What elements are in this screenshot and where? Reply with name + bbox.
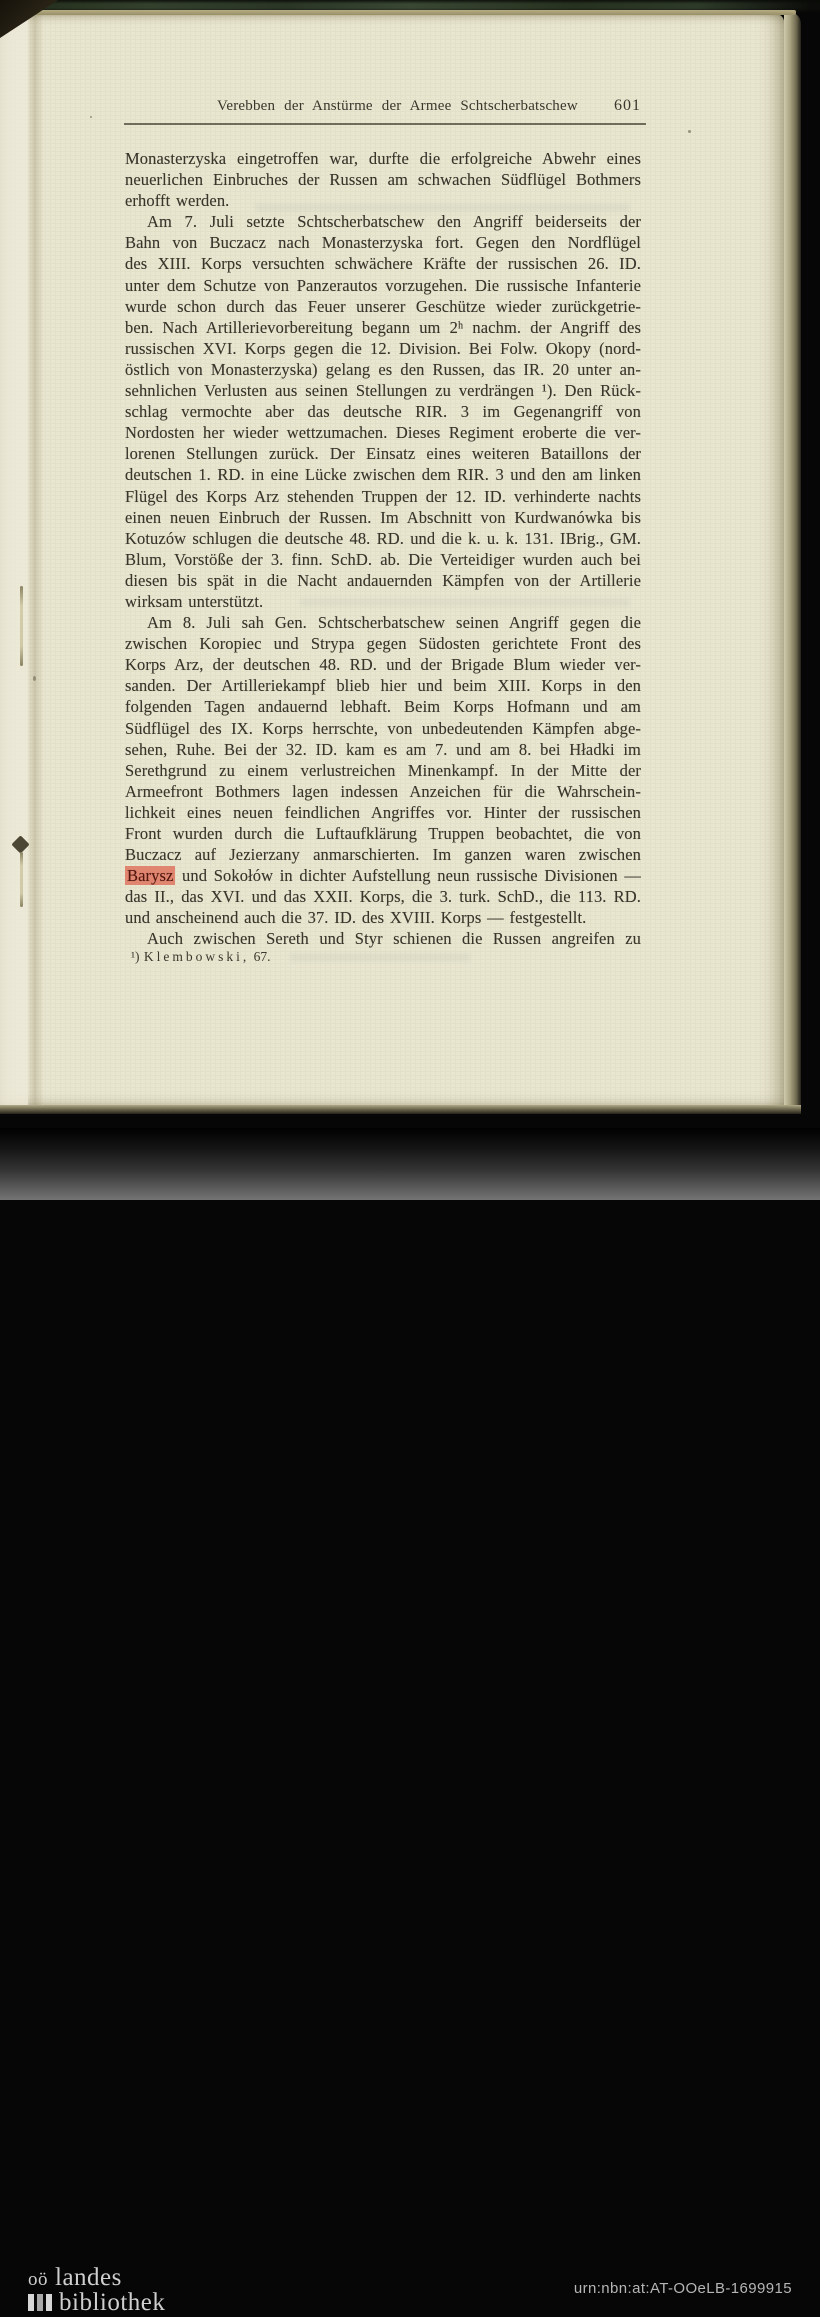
body-line: Auch zwischen Sereth und Styr schienen die Russen angreifen zu [147, 929, 641, 949]
logo-word-bibliothek: bibliothek [59, 2289, 166, 2316]
paper-speck [33, 676, 36, 681]
logo-prefix: oö [28, 2269, 48, 2290]
body-line: erhofft werden. [125, 191, 230, 211]
library-logo-bars-icon [28, 2294, 52, 2311]
body-line: Flügel des Korps Arz stehenden Truppen der 12. ID. verhinderte nachts [125, 486, 641, 506]
body-line: Bahn von Buczacz nach Monasterzyska fort. Gegen den Nordflügel [125, 233, 641, 253]
body-line: russischen XVI. Korps gegen die 12. Division. Bei Folw. Okopy (nord- [125, 338, 641, 358]
body-line: wirksam unterstützt. [125, 591, 264, 611]
body-line: Nordosten her wieder wettzumachen. Dieses Regiment eroberte die ver- [125, 423, 641, 443]
body-line: Buczacz auf Jezierzany anmarschierten. Im ganzen waren zwischen [125, 845, 641, 865]
bleedthrough-ghost [290, 953, 470, 962]
footnote-author: Klembowski, [143, 949, 250, 964]
page-gutter-strip [0, 14, 28, 1108]
running-head-title: Verebben der Anstürme der Armee Schtscherbatschew [216, 98, 578, 114]
binding-stitch [20, 852, 23, 907]
library-logo-line2 [28, 2289, 165, 2314]
body-line: wurde schon durch das Feuer unserer Geschütze wieder zurückgetrie- [125, 296, 641, 316]
body-line: sehnlichen Verlusten aus seinen Stellungen zu verdrängen ¹). Den Rück- [125, 381, 641, 401]
body-line: sehen, Ruhe. Bei der 32. ID. kam es am 7. und am 8. bei Hładki im [125, 739, 641, 759]
body-line: folgenden Tagen andauernd lebhaft. Beim Korps Hofmann und am [125, 697, 641, 717]
page-block-bottom-edge [0, 1105, 801, 1114]
footnote-marker: ¹) [131, 949, 144, 964]
urn-label: urn:nbn:at:AT-OOeLB-1699915 [573, 2280, 792, 2297]
body-text [125, 148, 641, 950]
library-logo-line1 [28, 2264, 165, 2289]
body-line: Front wurden durch die Luftaufklärung Truppen beobachtet, die von [125, 824, 641, 843]
body-line: Monasterzyska eingetroffen war, durfte die erfolgreiche Abwehr eines [125, 149, 641, 168]
body-line: Barysz und Sokołów in dichter Aufstellung neun russische Divisionen — [127, 866, 641, 886]
search-highlight: Barysz [127, 866, 174, 886]
body-line: lichkeit eines neuen feindlichen Angriffes vor. Hinter der russischen [125, 802, 641, 822]
footnote-rest: 67. [249, 949, 271, 964]
body-line: lorenen Stellungen zurück. Der Einsatz eines weiteren Bataillons der [125, 444, 641, 464]
binding-stitch [20, 586, 23, 666]
page-number: 601 [614, 97, 641, 114]
body-line: schlag vermochte aber das deutsche RIR. 3 im Gegenangriff von [125, 402, 641, 422]
body-line: Korps Arz, der deutschen 48. RD. und der Brigade Blum wieder ver- [125, 655, 641, 675]
library-logo [28, 2264, 165, 2314]
body-line: Südflügel des IX. Korps herrschte, von unbedeutenden Kämpfen abge- [125, 718, 641, 738]
body-line: diesen bis spät in die Nacht andauernden Kämpfen von der Artillerie [125, 570, 641, 590]
body-line: das II., das XVI. und das XXII. Korps, die 3. turk. SchD., die 113. RD. [125, 887, 641, 907]
watermark-bar [0, 1128, 820, 2316]
body-line: deutschen 1. RD. in eine Lücke zwischen dem RIR. 3 und den am linken [125, 465, 641, 485]
body-line: neuerlichen Einbruches der Russen am schwachen Südflügel Bothmers [125, 170, 641, 190]
paper-speck [688, 130, 691, 133]
footnote [131, 949, 271, 965]
paper-speck [90, 116, 92, 118]
body-line: Am 7. Juli setzte Schtscherbatschew den Angriff beiderseits der [147, 212, 641, 232]
head-rule [124, 123, 646, 125]
body-line: Armeefront Bothmers lagen indessen Anzeichen für die Wahrschein- [125, 781, 641, 801]
body-line: und anscheinend auch die 37. ID. des XVIII. Korps — festgestellt. [125, 908, 587, 928]
body-line: zwischen Koropiec und Strypa gegen Südosten gerichtete Front des [125, 634, 641, 654]
body-line: ben. Nach Artillerievorbereitung begann um 2ʰ nachm. der Angriff des [125, 317, 641, 337]
body-line: Blum, Vorstöße der 3. finn. SchD. ab. Die Verteidiger wurden auch bei [125, 549, 641, 569]
logo-word-landes: landes [55, 2264, 122, 2291]
running-head [125, 98, 641, 120]
body-line: unter dem Schutze von Panzerautos vorzugehen. Die russische Infanterie [125, 275, 641, 295]
body-line: Am 8. Juli sah Gen. Schtscherbatschew seinen Angriff gegen die [147, 613, 641, 633]
page-block-right-edge [784, 12, 801, 1110]
body-line: Serethgrund zu einem verlustreichen Minenkampf. In der Mitte der [125, 760, 641, 780]
body-line: östlich von Monasterzyska) gelang es den Russen, das IR. 20 unter an- [125, 359, 641, 379]
body-line: Kotuzów schlugen die deutsche 48. RD. und die k. u. k. 131. IBrig., GM. [125, 528, 641, 548]
gutter-shadow [27, 14, 44, 1108]
body-line: sanden. Der Artilleriekampf blieb hier und beim XIII. Korps in den [125, 676, 641, 696]
page-block-top-edge [26, 10, 796, 15]
body-line: einen neuen Einbruch der Russen. Im Abschnitt von Kurdwanówka bis [125, 507, 641, 527]
body-line: des XIII. Korps versuchten schwächere Kräfte der russischen 26. ID. [125, 254, 641, 274]
